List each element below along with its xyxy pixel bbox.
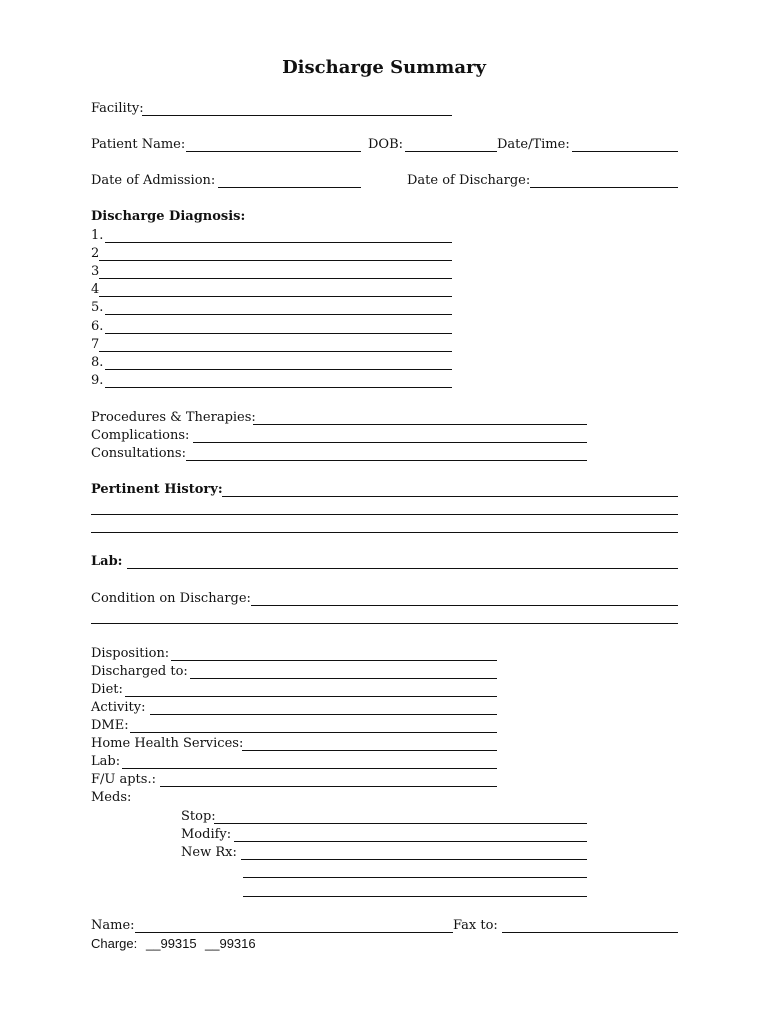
condition-field[interactable] [251, 605, 678, 606]
activity-field[interactable] [150, 714, 497, 715]
lab-secondary-label: Lab: [91, 754, 121, 769]
name-label: Name: [91, 918, 135, 933]
meds-label: Meds: [91, 790, 132, 805]
dme-field[interactable] [130, 732, 497, 733]
diagnosis-number: 6. [91, 319, 104, 334]
diagnosis-field[interactable] [105, 387, 452, 388]
diagnosis-field[interactable] [105, 369, 452, 370]
history-field[interactable] [91, 514, 678, 515]
diagnosis-number: 8. [91, 355, 104, 370]
diagnosis-number: 1. [91, 228, 104, 243]
diagnosis-number: 3 [91, 264, 100, 279]
dob-field[interactable] [405, 151, 497, 152]
facility-label: Facility: [91, 101, 144, 116]
diagnosis-field[interactable] [105, 333, 452, 334]
date-time-field[interactable] [572, 151, 678, 152]
diagnosis-number: 7 [91, 337, 100, 352]
activity-label: Activity: [91, 700, 146, 715]
date-time-label: Date/Time: [497, 137, 570, 152]
fu-appointments-label: F/U apts.: [91, 772, 156, 787]
name-field[interactable] [135, 932, 453, 933]
history-field[interactable] [91, 532, 678, 533]
complications-field[interactable] [193, 442, 587, 443]
history-label: Pertinent History: [91, 482, 223, 497]
procedures-field[interactable] [253, 424, 587, 425]
consultations-label: Consultations: [91, 446, 186, 461]
discharge-date-label: Date of Discharge: [407, 173, 531, 188]
lab-secondary-field[interactable] [122, 768, 497, 769]
diagnosis-number: 5. [91, 300, 104, 315]
lab-field[interactable] [127, 568, 678, 569]
complications-label: Complications: [91, 428, 190, 443]
condition-label: Condition on Discharge: [91, 591, 251, 606]
new-rx-label: New Rx: [181, 845, 237, 860]
discharged-to-label: Discharged to: [91, 664, 188, 679]
new-rx-field[interactable] [243, 896, 587, 897]
procedures-label: Procedures & Therapies: [91, 410, 256, 425]
stop-label: Stop: [181, 809, 216, 824]
diagnosis-field[interactable] [99, 351, 452, 352]
diagnosis-heading: Discharge Diagnosis: [91, 209, 246, 224]
discharged-to-field[interactable] [190, 678, 497, 679]
history-field[interactable] [222, 496, 678, 497]
diagnosis-field[interactable] [99, 278, 452, 279]
diet-label: Diet: [91, 682, 123, 697]
patient-name-field[interactable] [186, 151, 361, 152]
fax-field[interactable] [502, 932, 678, 933]
new-rx-field[interactable] [243, 877, 587, 878]
page-title: Discharge Summary [282, 57, 486, 78]
diagnosis-field[interactable] [99, 296, 452, 297]
new-rx-field[interactable] [241, 859, 587, 860]
diagnosis-number: 9. [91, 373, 104, 388]
disposition-label: Disposition: [91, 646, 170, 661]
disposition-field[interactable] [171, 660, 497, 661]
modify-label: Modify: [181, 827, 232, 842]
discharge-date-field[interactable] [530, 187, 678, 188]
patient-name-label: Patient Name: [91, 137, 186, 152]
dme-label: DME: [91, 718, 129, 733]
modify-field[interactable] [234, 841, 587, 842]
consultations-field[interactable] [186, 460, 587, 461]
diagnosis-number: 4 [91, 282, 100, 297]
fu-appointments-field[interactable] [160, 786, 497, 787]
diagnosis-field[interactable] [105, 242, 452, 243]
lab-label: Lab: [91, 554, 123, 569]
fax-label: Fax to: [453, 918, 498, 933]
facility-field[interactable] [142, 115, 452, 116]
condition-field[interactable] [91, 623, 678, 624]
charge-code-99316[interactable]: __99316 [205, 936, 256, 951]
dob-label: DOB: [368, 137, 404, 152]
stop-field[interactable] [214, 823, 587, 824]
admission-date-field[interactable] [218, 187, 361, 188]
home-health-field[interactable] [242, 750, 497, 751]
admission-date-label: Date of Admission: [91, 173, 216, 188]
charge-code-99315[interactable]: __99315 [146, 936, 197, 951]
home-health-label: Home Health Services: [91, 736, 244, 751]
diagnosis-field[interactable] [105, 314, 452, 315]
diagnosis-number: 2 [91, 246, 100, 261]
diet-field[interactable] [125, 696, 497, 697]
charge-label: Charge: [91, 936, 138, 951]
diagnosis-field[interactable] [99, 260, 452, 261]
